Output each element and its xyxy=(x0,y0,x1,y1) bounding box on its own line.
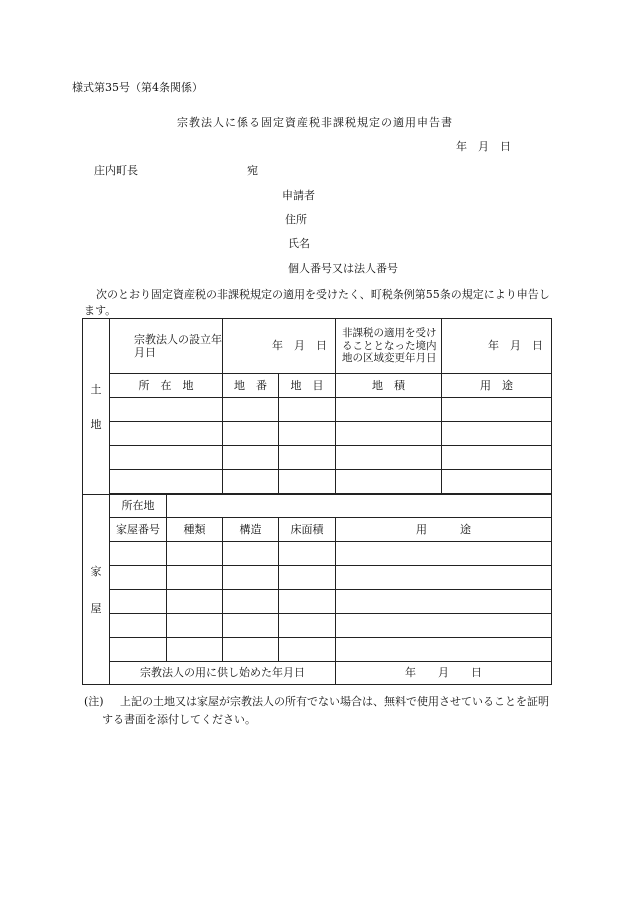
land-side-char-1: 土 xyxy=(90,382,102,396)
house-cell[interactable] xyxy=(110,566,167,590)
land-header-lot: 地 番 xyxy=(223,374,279,398)
house-cell[interactable] xyxy=(110,638,167,662)
house-cell[interactable] xyxy=(223,566,279,590)
house-side-char-1: 家 xyxy=(90,564,102,578)
land-cell[interactable] xyxy=(223,422,279,446)
house-header-number: 家屋番号 xyxy=(110,518,167,542)
house-cell[interactable] xyxy=(336,590,552,614)
house-cell[interactable] xyxy=(223,614,279,638)
land-side-label xyxy=(83,319,110,495)
land-row xyxy=(83,398,552,422)
house-cell[interactable] xyxy=(279,638,336,662)
house-cell[interactable] xyxy=(279,614,336,638)
land-cell[interactable] xyxy=(223,470,279,494)
land-cell[interactable] xyxy=(442,446,552,470)
land-cell[interactable] xyxy=(279,470,336,494)
land-cell[interactable] xyxy=(279,398,336,422)
land-cell[interactable] xyxy=(442,470,552,494)
land-cell[interactable] xyxy=(110,398,223,422)
land-cell[interactable] xyxy=(223,398,279,422)
house-row xyxy=(83,590,552,614)
name-label: 氏名 xyxy=(288,237,310,250)
house-cell[interactable] xyxy=(167,542,223,566)
established-label: 宗教法人の設立年月日 xyxy=(110,319,223,374)
land-cell[interactable] xyxy=(336,398,442,422)
house-side-label xyxy=(83,495,110,685)
house-cell[interactable] xyxy=(110,614,167,638)
land-row xyxy=(83,446,552,470)
form-number: 様式第35号（第4条関係） xyxy=(72,81,203,94)
house-location-value[interactable] xyxy=(167,495,552,518)
house-header-floor-area: 床面積 xyxy=(279,518,336,542)
house-cell[interactable] xyxy=(223,542,279,566)
house-cell[interactable] xyxy=(336,614,552,638)
house-cell[interactable] xyxy=(223,590,279,614)
note-mark: (注) xyxy=(84,695,104,708)
application-table xyxy=(82,318,552,685)
house-location-label: 所在地 xyxy=(110,495,167,518)
house-header-usage: 用 途 xyxy=(336,518,552,542)
house-row xyxy=(83,542,552,566)
land-header-category: 地 目 xyxy=(279,374,336,398)
land-cell[interactable] xyxy=(110,470,223,494)
house-row xyxy=(83,566,552,590)
zone-change-date: 年 月 日 xyxy=(442,319,552,374)
house-cell[interactable] xyxy=(167,590,223,614)
note-text: 上記の土地又は家屋が宗教法人の所有でない場合は、無料で使用させていることを証明する書面を添付してください。 xyxy=(102,695,549,726)
document-date: 年 月 日 xyxy=(456,140,511,153)
page-title: 宗教法人に係る固定資産税非課税規定の適用申告書 xyxy=(177,116,453,129)
house-cell[interactable] xyxy=(110,590,167,614)
house-location-row xyxy=(83,495,552,518)
house-cell[interactable] xyxy=(336,542,552,566)
house-row xyxy=(83,638,552,662)
house-column-headers xyxy=(83,518,552,542)
land-header-row xyxy=(83,319,552,374)
land-cell[interactable] xyxy=(110,422,223,446)
addressee: 庄内町長 xyxy=(94,164,138,177)
house-cell[interactable] xyxy=(336,638,552,662)
land-cell[interactable] xyxy=(110,446,223,470)
land-cell[interactable] xyxy=(442,422,552,446)
body-text: 次のとおり固定資産税の非課税規定の適用を受けたく、町税条例第55条の規定により申告します。 xyxy=(84,288,550,317)
house-cell[interactable] xyxy=(167,614,223,638)
land-cell[interactable] xyxy=(279,422,336,446)
land-row xyxy=(83,470,552,494)
established-date: 年 月 日 xyxy=(223,319,336,374)
applicant-label: 申請者 xyxy=(282,189,315,202)
house-cell[interactable] xyxy=(279,566,336,590)
land-column-headers xyxy=(83,374,552,398)
land-cell[interactable] xyxy=(442,398,552,422)
house-cell[interactable] xyxy=(167,638,223,662)
house-cell[interactable] xyxy=(110,542,167,566)
land-cell[interactable] xyxy=(336,470,442,494)
land-side-char-2: 地 xyxy=(90,417,102,431)
land-cell[interactable] xyxy=(336,422,442,446)
land-header-location: 所 在 地 xyxy=(110,374,223,398)
house-header-type: 種類 xyxy=(167,518,223,542)
address-label: 住所 xyxy=(285,213,307,226)
start-use-label: 宗教法人の用に供し始めた年月日 xyxy=(110,662,336,685)
land-cell[interactable] xyxy=(223,446,279,470)
land-cell[interactable] xyxy=(336,446,442,470)
zone-change-label: 非課税の適用を受けることとなった境内地の区域変更年月日 xyxy=(336,319,442,374)
house-cell[interactable] xyxy=(223,638,279,662)
house-cell[interactable] xyxy=(336,566,552,590)
house-side-char-2: 屋 xyxy=(90,601,102,615)
land-cell[interactable] xyxy=(279,446,336,470)
start-use-date: 年 月 日 xyxy=(336,662,552,685)
house-row xyxy=(83,614,552,638)
house-header-structure: 構造 xyxy=(223,518,279,542)
land-header-usage: 用 途 xyxy=(442,374,552,398)
house-cell[interactable] xyxy=(279,590,336,614)
note xyxy=(84,693,558,729)
land-header-area: 地 積 xyxy=(336,374,442,398)
individual-number-label: 個人番号又は法人番号 xyxy=(288,262,398,275)
start-use-row xyxy=(83,662,552,685)
house-cell[interactable] xyxy=(167,566,223,590)
house-cell[interactable] xyxy=(279,542,336,566)
addressee-suffix: 宛 xyxy=(247,164,258,177)
land-row xyxy=(83,422,552,446)
